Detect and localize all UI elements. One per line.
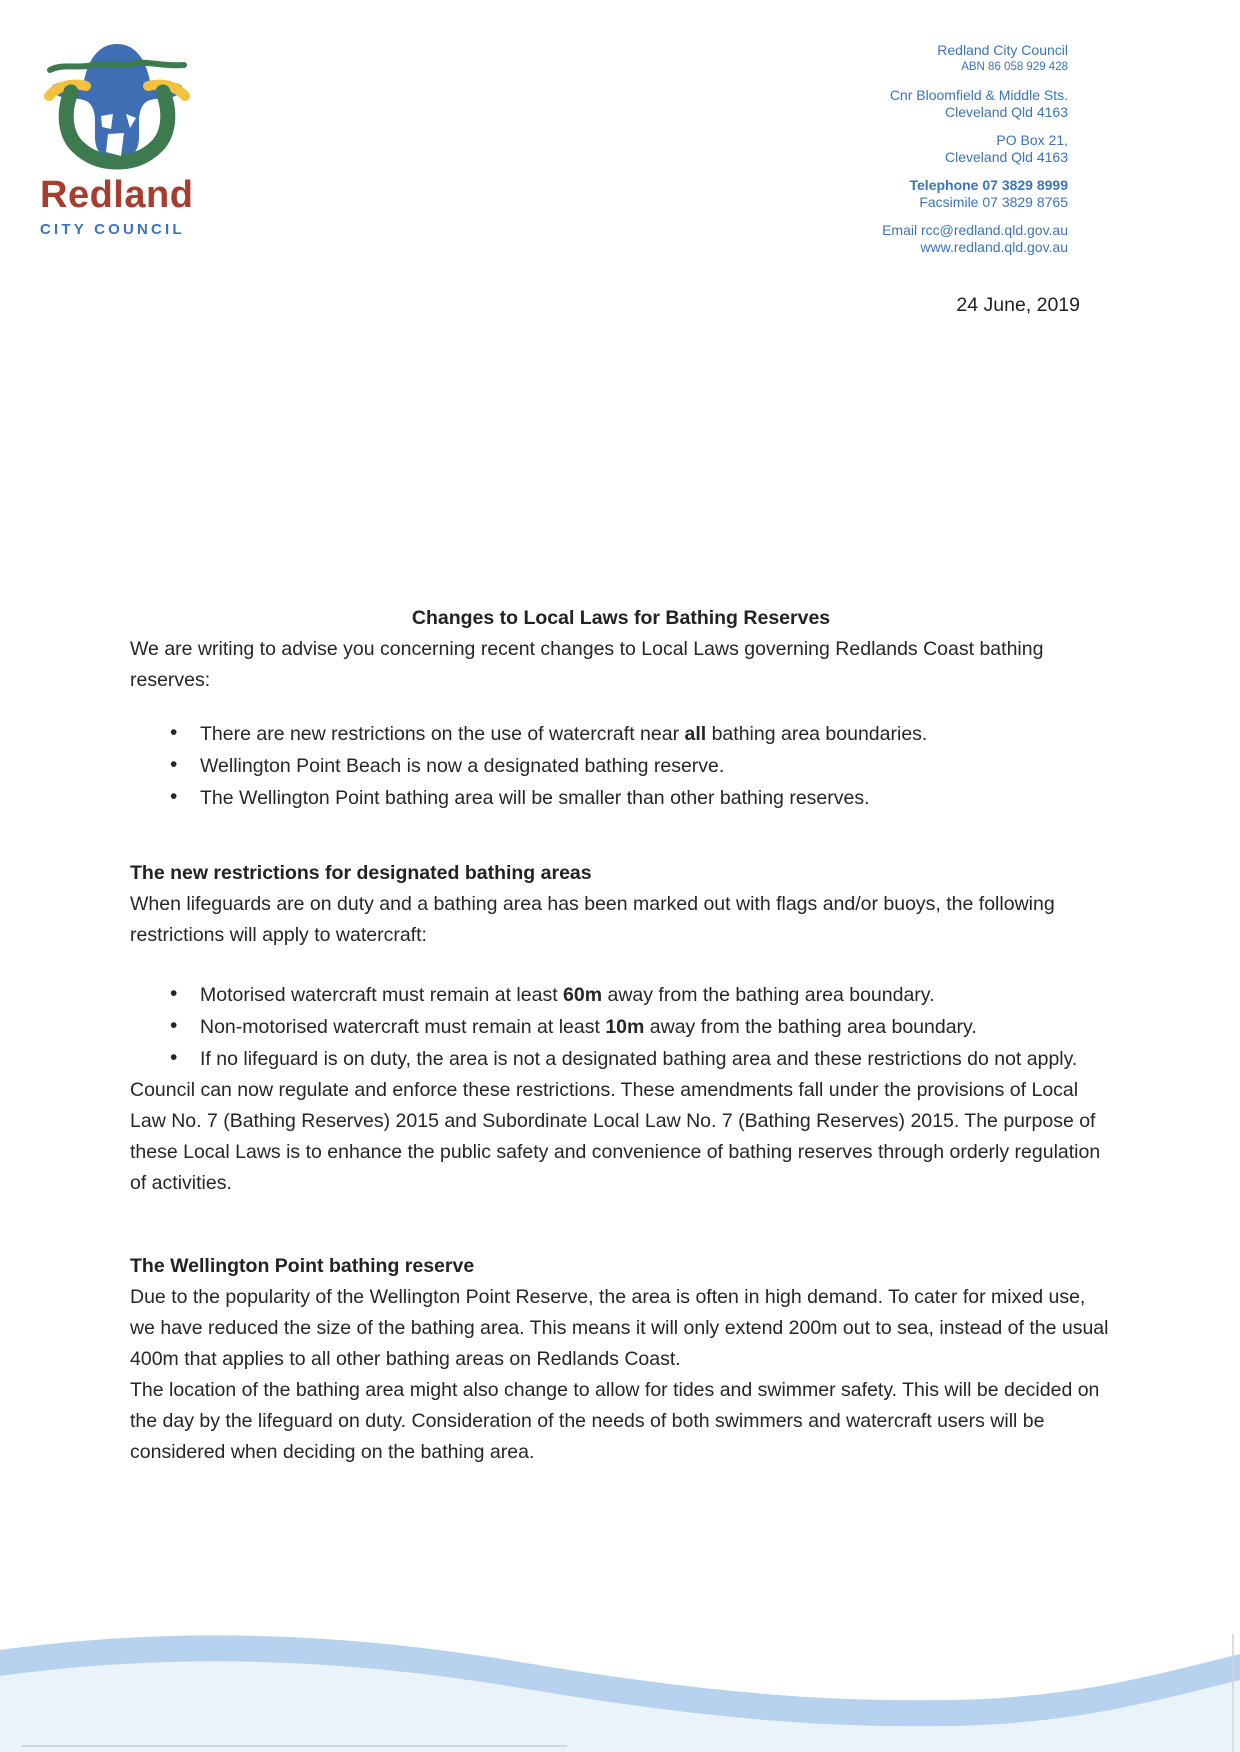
- council-regulation-paragraph: Council can now regulate and enforce these restrictions. These amendments fall under the provisions of Local Law No. 7 (Bathing Reserves) 2015 and Subordinate Local Law No. 7 (Bathing Reserves) 2015. The purpose of these Local Laws is to enhance the public safety and convenience of bathing reserves through orderly regulation of activities.: [130, 1079, 1101, 1194]
- contact-email: Email rcc@redland.qld.gov.au: [882, 222, 1068, 238]
- list-item: [130, 979, 1112, 1011]
- wellington-point-paragraph-1: Due to the popularity of the Wellington Point Reserve, the area is often in high demand. To cater for mixed use, we have reduced the size of the bathing area. This means it will only extend 200m out to sea, instead of the usual 400m that applies to all other bathing areas on Redlands Coast.: [130, 1286, 1109, 1370]
- contact-block: [882, 42, 1068, 267]
- logo-wordmark: Redland: [40, 174, 194, 216]
- contact-org: Redland City Council: [937, 42, 1068, 58]
- summary-bullet-list: [130, 718, 1112, 814]
- contact-abn: ABN 86 058 929 428: [961, 61, 1068, 73]
- wellington-point-paragraph-2: The location of the bathing area might also change to allow for tides and swimmer safety. This will be decided on the day by the lifeguard on duty. Consideration of the needs of both swimmers and watercraft users will be considered when deciding on the bathing area.: [130, 1379, 1100, 1463]
- council-logo: [40, 34, 240, 238]
- scan-edge-artifact: [22, 1745, 567, 1747]
- contact-phone: Telephone 07 3829 8999: [909, 177, 1068, 193]
- bullet-text: away from the bathing area boundary.: [602, 984, 935, 1006]
- bullet-text: Wellington Point Beach is now a designated bathing reserve.: [200, 755, 725, 777]
- list-item: [130, 750, 1112, 782]
- contact-street: Cnr Bloomfield & Middle Sts.: [889, 87, 1068, 103]
- redland-emblem-icon: [42, 34, 192, 174]
- bullet-bold-text: 10m: [605, 1016, 645, 1038]
- bullet-text: bathing area boundaries.: [706, 723, 928, 745]
- letter-body: [130, 603, 1112, 1468]
- letter-title: Changes to Local Laws for Bathing Reserves: [411, 607, 831, 629]
- contact-fax: Facsimile 07 3829 8765: [919, 194, 1068, 210]
- restrictions-paragraph: When lifeguards are on duty and a bathing area has been marked out with flags and/or buoys, the following restrictions will apply to watercraft:: [130, 893, 1055, 946]
- logo-subtitle: CITY COUNCIL: [40, 221, 185, 238]
- list-item: [130, 1011, 1112, 1043]
- intro-paragraph: We are writing to advise you concerning recent changes to Local Laws governing Redlands Coast bathing reserves:: [130, 638, 1044, 691]
- bullet-text: Motorised watercraft must remain at least: [200, 984, 564, 1006]
- scan-edge-artifact: [1232, 1634, 1234, 1752]
- contact-pobox: PO Box 21,: [996, 132, 1068, 148]
- contact-website: www.redland.qld.gov.au: [920, 239, 1068, 255]
- section-heading-wellington-point: The Wellington Point bathing reserve: [130, 1255, 475, 1277]
- contact-pobox-city: Cleveland Qld 4163: [945, 149, 1068, 165]
- list-item: [130, 782, 1112, 814]
- bullet-text: The Wellington Point bathing area will be smaller than other bathing reserves.: [200, 787, 870, 809]
- bullet-bold-text: 60m: [563, 984, 603, 1006]
- bullet-text: If no lifeguard is on duty, the area is not a designated bathing area and these restrictions do not apply.: [200, 1048, 1078, 1070]
- bullet-text: There are new restrictions on the use of watercraft near: [200, 723, 685, 745]
- bullet-text: Non-motorised watercraft must remain at least: [200, 1016, 606, 1038]
- bullet-bold-text: all: [684, 723, 707, 745]
- list-item: [130, 718, 1112, 750]
- restrictions-bullet-list: [130, 979, 1112, 1075]
- letter-date: 24 June, 2019: [956, 294, 1080, 316]
- footer-wave-graphic: [0, 1620, 1240, 1752]
- contact-street-city: Cleveland Qld 4163: [945, 104, 1068, 120]
- list-item: [130, 1043, 1112, 1075]
- section-heading-restrictions: The new restrictions for designated bathing areas: [130, 862, 592, 884]
- bullet-text: away from the bathing area boundary.: [644, 1016, 977, 1038]
